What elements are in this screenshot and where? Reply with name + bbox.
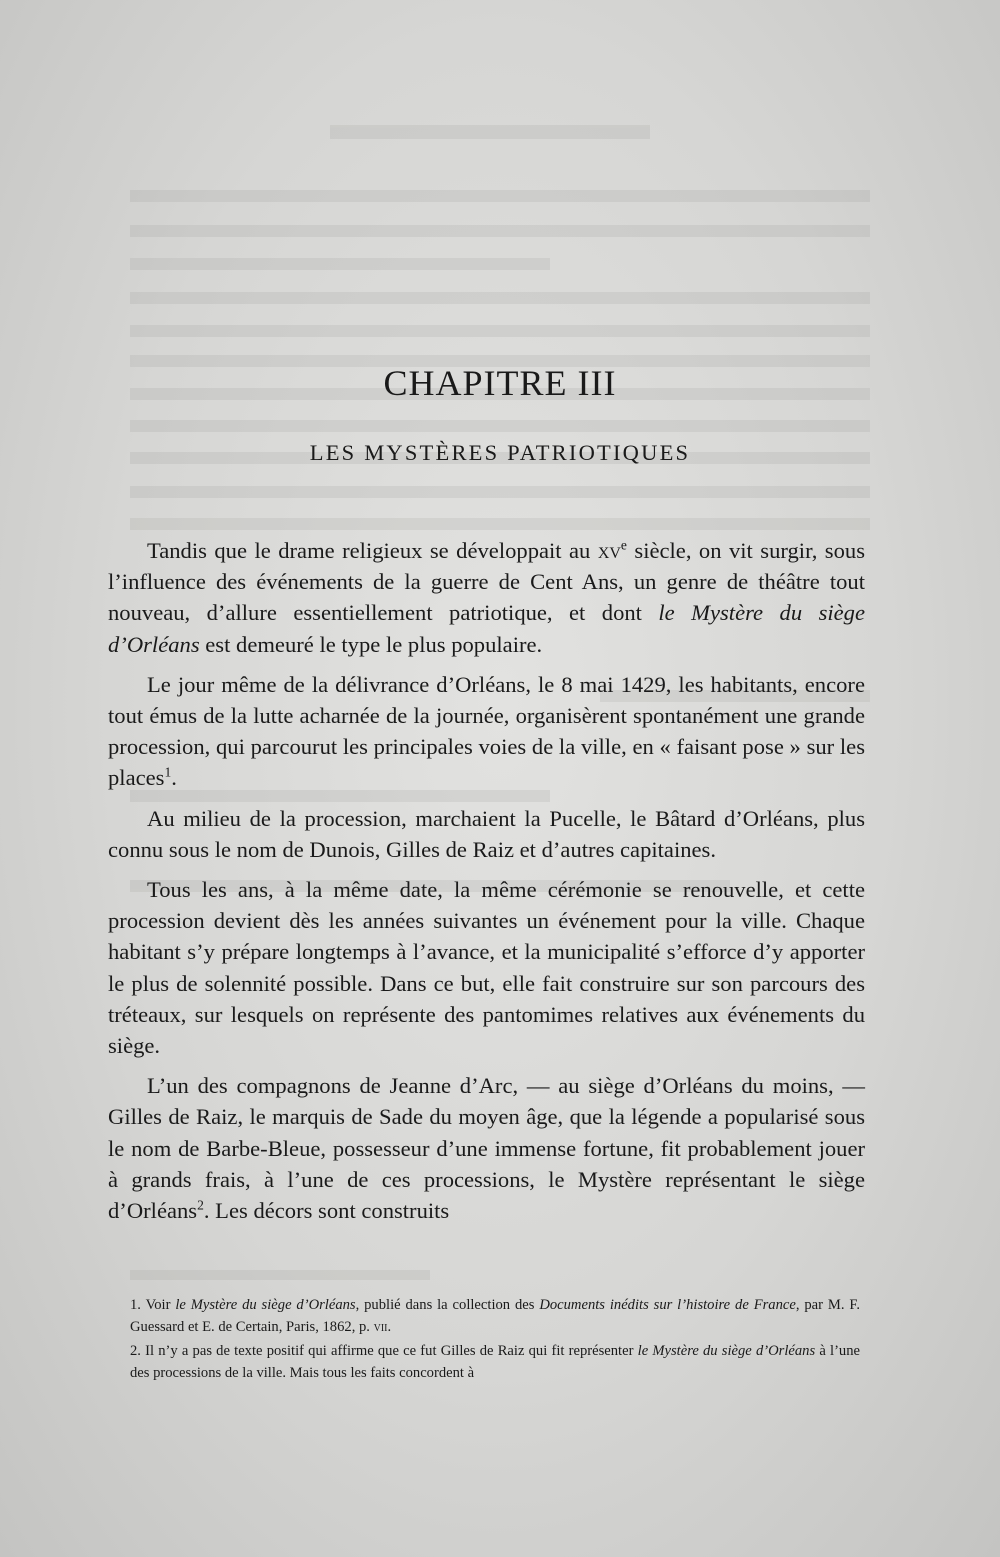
footnote-1-italic-b: Documents inédits sur l’histoire de France	[539, 1297, 796, 1313]
paragraph-1-text-b: siècle, on vit surgir, sous l’influence des événements de la guerre de Cent Ans, un genre de théâtre tout nouveau, d’allure essentiellement patriotique, et dont	[108, 538, 865, 626]
footnote-2-text-a: 2. Il n’y a pas de texte positif qui affirme que ce fut Gilles de Raiz qui fit représenter	[130, 1343, 638, 1359]
footnote-1-text-c: , par M. F. Guessard et E. de Certain, Paris, 1862, p.	[130, 1297, 860, 1335]
paragraph-1-text-c: est demeuré le type le plus populaire.	[199, 631, 543, 657]
footnote-1	[130, 1294, 860, 1338]
century-superscript: e	[620, 537, 627, 553]
paragraph-1-text-a: Tandis que le drame religieux se développait au	[147, 538, 598, 563]
paragraph-2	[108, 669, 865, 794]
footnote-2-italic-a: le Mystère du siège d’Orléans	[637, 1343, 816, 1359]
paragraph-5-text-a: L’un des compagnons de Jeanne d’Arc, — au siège d’Orléans du moins, — Gilles de Raiz, le marquis de Sade du moyen âge, que la légende a popularisé sous le nom de Barbe-Bleue, possesseur d’une immense fortune, fit probablement jouer à grands frais, à l’une de ces processions, le Mystère représentant le siège d’Orléans	[108, 1073, 865, 1224]
footnote-1-text-d: .	[387, 1319, 392, 1335]
work-title-italic: le Mystère du siège d’Orléans	[108, 600, 865, 657]
century-numeral: xv	[597, 538, 621, 563]
footnote-1-page-numeral: vii	[373, 1319, 388, 1335]
footnote-1-text-b: , publié dans la collection des	[355, 1297, 540, 1313]
footnote-2-text-b: à l’une des processions de la ville. Mais tous les faits concordent à	[130, 1343, 860, 1381]
paragraph-2-text-a: Le jour même de la délivrance d’Orléans, le 8 mai 1429, les habitants, encore tout émus de la lutte acharnée de la journée, organisèrent spontanément une grande procession, qui parcourut les principales voies de la ville, en « faisant pose » sur les places	[108, 671, 865, 791]
paragraph-5-text-b: . Les décors sont construits	[203, 1198, 450, 1224]
footnote-ref-1: 1	[164, 764, 172, 780]
footnote-2	[130, 1340, 860, 1384]
chapter-title: CHAPITRE III	[383, 363, 617, 403]
footnote-ref-2: 2	[197, 1197, 204, 1213]
footnote-1-text-a: 1. Voir	[130, 1297, 176, 1313]
footnotes	[130, 1294, 860, 1386]
paragraph-3: Au milieu de la procession, marchaient la Pucelle, le Bâtard d’Orléans, plus connu sous le nom de Dunois, Gilles de Raiz et d’autres capitaines.	[108, 805, 865, 862]
paragraph-2-text-b: .	[171, 765, 177, 791]
footnote-1-italic-a: le Mystère du siège d’Orléans	[175, 1297, 356, 1313]
section-title: LES MYSTÈRES PATRIOTIQUES	[309, 440, 691, 465]
body-text	[108, 535, 865, 1235]
paragraph-4: Tous les ans, à la même date, la même cérémonie se renouvelle, et cette procession devient dès les années suivantes un événement pour la ville. Chaque habitant s’y prépare longtemps à l’avance, et la municipalité s’efforce d’y apporter le plus de solennité possible. Dans ce but, elle fait construire sur son parcours des tréteaux, sur lesquels on représente des pantomimes relatives aux événements du siège.	[108, 877, 865, 1059]
paragraph-1	[108, 535, 865, 660]
paragraph-5	[108, 1070, 865, 1226]
